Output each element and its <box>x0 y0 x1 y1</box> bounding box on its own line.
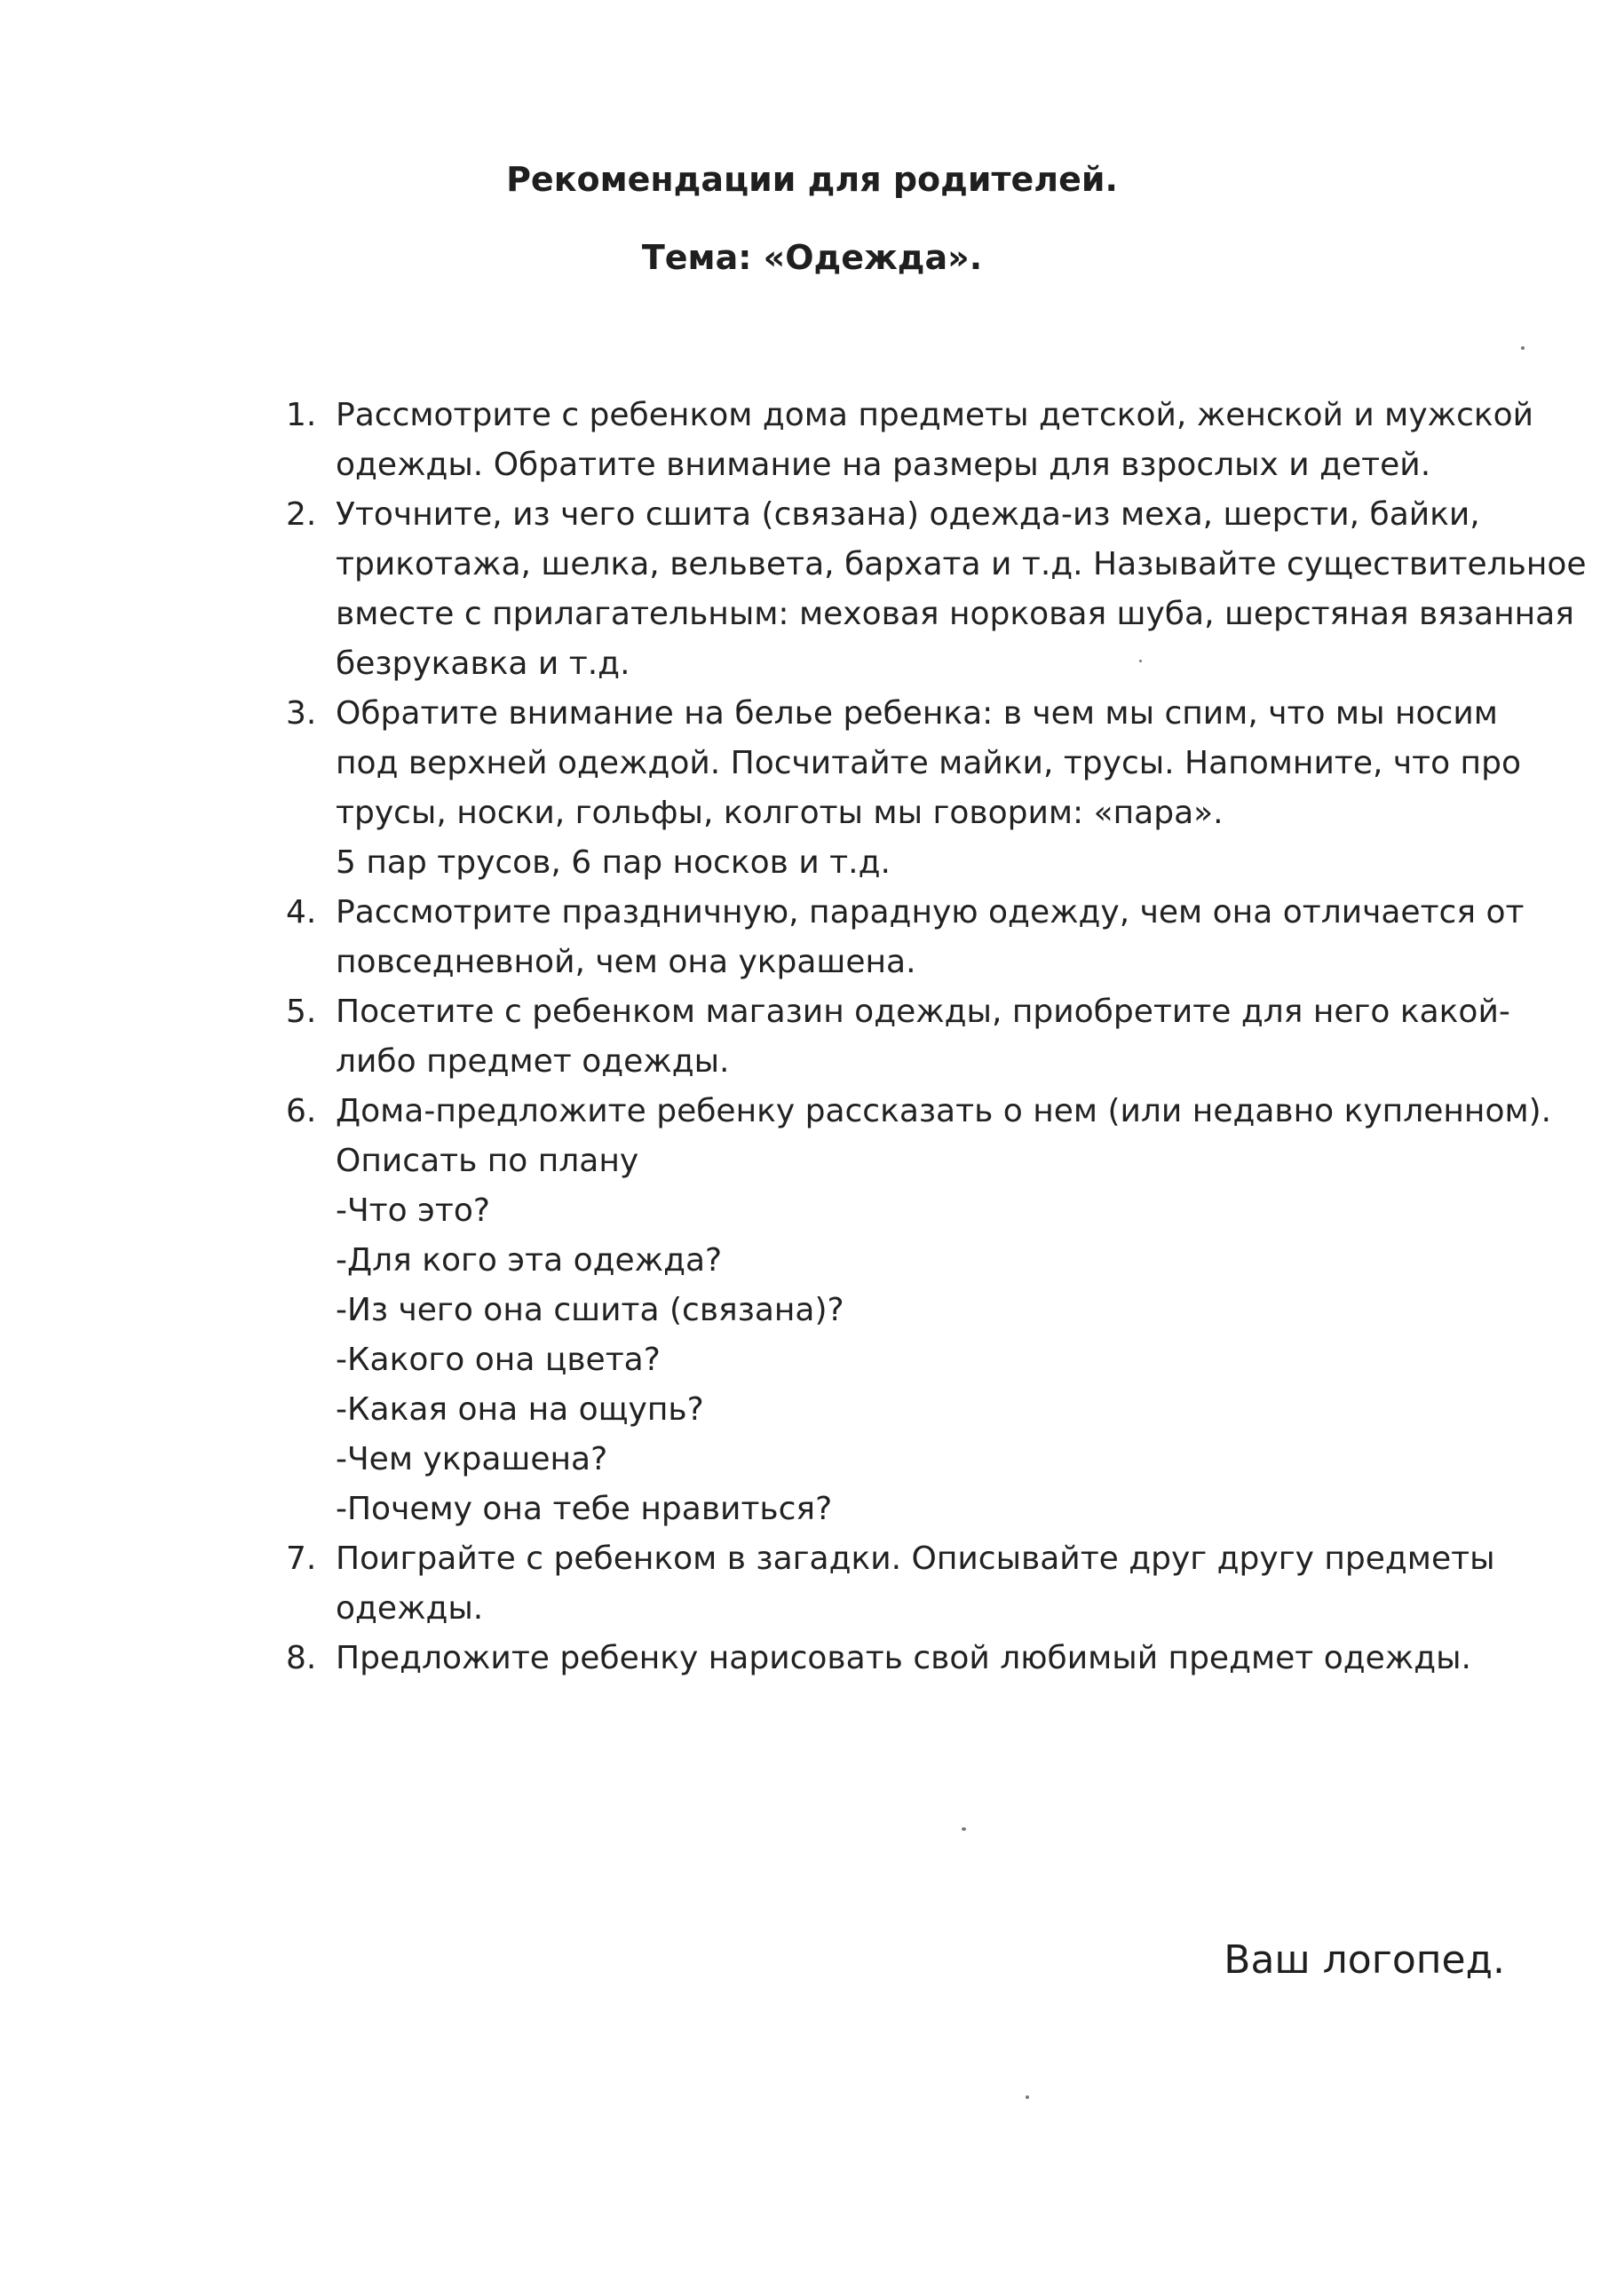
list-item-line: Рассмотрите с ребенком дома предметы детской, женской и мужской <box>336 397 1534 433</box>
recommendations-list <box>0 391 1624 1683</box>
list-item-line: либо предмет одежды. <box>336 1043 730 1080</box>
list-item-line: 5 пар трусов, 6 пар носков и т.д. <box>336 844 891 881</box>
list-item-line: -Какая она на ощупь? <box>336 1391 704 1428</box>
list-item-number: 8. <box>286 1640 317 1676</box>
list-item <box>286 689 1521 888</box>
list-item-line: одежды. <box>336 1590 484 1627</box>
list-item-line: Посетите с ребенком магазин одежды, приобретите для него какой- <box>336 994 1510 1030</box>
list-item-line: Уточните, из чего сшита (связана) одежда-из меха, шерсти, байки, <box>336 496 1480 533</box>
list-item-line: одежды. Обратите внимание на размеры для взрослых и детей. <box>336 447 1431 483</box>
list-item-line: Рассмотрите праздничную, парадную одежду, чем она отличается от <box>336 894 1525 931</box>
list-item <box>286 1634 1508 1683</box>
list-item-number: 5. <box>286 994 317 1030</box>
list-item <box>286 490 1587 689</box>
signature: Ваш логопед. <box>1224 1937 1505 1983</box>
list-item-line: трикотажа, шелка, вельвета, бархата и т.д. Называйте существительное <box>336 546 1587 582</box>
list-item <box>286 1087 1552 1534</box>
list-item-line: Обратите внимание на белье ребенка: в чем мы спим, что мы носим <box>336 695 1498 732</box>
list-item-number: 2. <box>286 496 317 533</box>
list-item-line: Дома-предложите ребенку рассказать о нем (или недавно купленном). <box>336 1093 1552 1129</box>
document-title: Рекомендации для родителей. <box>506 160 1118 199</box>
list-item-line: трусы, носки, гольфы, колготы мы говорим: «пара». <box>336 795 1224 831</box>
list-item-line: -Какого она цвета? <box>336 1342 661 1378</box>
list-item-line: -Из чего она сшита (связана)? <box>336 1292 844 1328</box>
list-item-line: Поиграйте с ребенком в загадки. Описывайте друг другу предметы <box>336 1540 1495 1577</box>
scan-speck <box>962 1827 966 1831</box>
document-subtitle: Тема: «Одежда». <box>641 238 983 277</box>
list-item <box>286 391 1534 490</box>
list-item-line: -Что это? <box>336 1192 490 1229</box>
list-item-line: безрукавка и т.д. <box>336 645 630 682</box>
list-item-number: 3. <box>286 695 317 732</box>
list-item <box>286 987 1510 1087</box>
list-item-line: -Для кого эта одежда? <box>336 1242 723 1279</box>
list-item-line: -Почему она тебе нравиться? <box>336 1491 833 1527</box>
list-item-line: -Чем украшена? <box>336 1441 608 1477</box>
list-item <box>286 888 1525 987</box>
list-item-line: Предложите ребенку нарисовать свой любимый предмет одежды. <box>336 1640 1471 1676</box>
list-item-number: 6. <box>286 1093 317 1129</box>
list-item-line: под верхней одеждой. Посчитайте майки, трусы. Напомните, что про <box>336 745 1521 781</box>
list-item-number: 4. <box>286 894 317 931</box>
scan-speck <box>1139 660 1142 662</box>
list-item <box>286 1534 1508 1634</box>
list-item-number: 7. <box>286 1540 317 1577</box>
scan-speck <box>1521 346 1525 350</box>
list-item-line: повседневной, чем она украшена. <box>336 944 916 980</box>
scan-speck <box>1026 2095 1029 2099</box>
list-item-number: 1. <box>286 397 317 433</box>
list-item-line: Описать по плану <box>336 1143 639 1179</box>
list-item-line: вместе с прилагательным: меховая норковая шуба, шерстяная вязанная <box>336 596 1574 632</box>
